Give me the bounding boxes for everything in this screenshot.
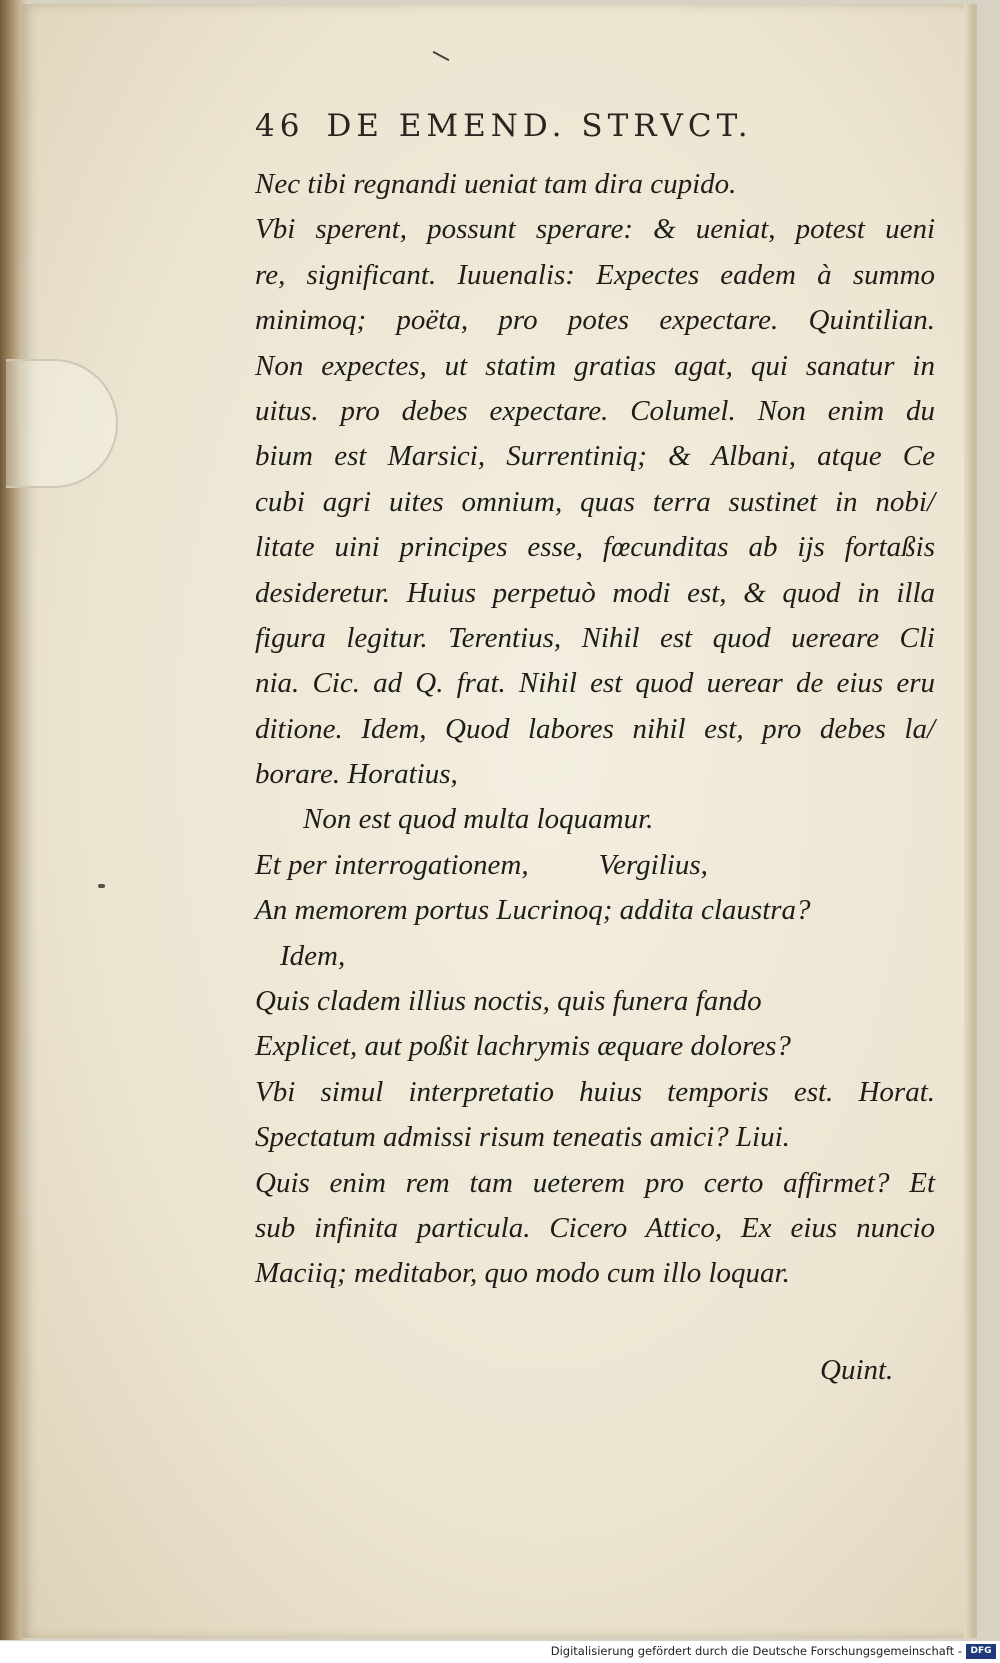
text-line: Nec tibi regnandi ueniat tam dira cupido.: [255, 168, 737, 200]
text-line: borare. Horatius,: [255, 758, 458, 791]
text-line: Vbi sperent, possunt sperare: & ueniat, potest ueni: [255, 213, 935, 246]
dfg-logo-icon: DFG: [966, 1644, 996, 1659]
text-line: desideretur. Huius perpetuò modi est, & quod in illa: [255, 576, 935, 609]
interrogation-line: [255, 843, 935, 888]
text-line: bium est Marsici, Surrentiniq; & Albani, atque Ce: [255, 440, 935, 473]
verse-horace: Non est quod multa loquamur.: [303, 803, 654, 836]
text-line: nia. Cic. ad Q. frat. Nihil est quod uerear de eius eru: [255, 667, 935, 700]
running-head: [255, 108, 865, 144]
text-line: cubi agri uites omnium, quas terra sustinet in nobi/: [255, 485, 935, 518]
text-line: Non expectes, ut statim gratias agat, qui sanatur in: [255, 349, 935, 382]
interrogation-left: Et per interrogationem,: [255, 848, 529, 881]
page-number: 46: [255, 108, 305, 144]
running-title: DE EMEND. STRVCT.: [326, 108, 753, 144]
text-line: litate uini principes esse, fœcunditas ab ijs fortaßis: [255, 531, 935, 564]
main-text-block: [255, 162, 935, 1297]
text-line: re, significant. Iuuenalis: Expectes eadem à summo: [255, 258, 935, 291]
clip-outline-mark: [6, 359, 118, 488]
text-line: ditione. Idem, Quod labores nihil est, pro debes la/: [255, 712, 935, 745]
page-edge: [964, 4, 974, 1638]
text-line: sub infinita particula. Cicero Attico, Ex eius nuncio: [255, 1211, 935, 1244]
text-line: Vbi simul interpretatio huius temporis est. Horat.: [255, 1075, 935, 1108]
verse-line: Quis cladem illius noctis, quis funera fando: [255, 985, 762, 1018]
verse-line: Explicet, aut poßit lachrymis æquare dolores?: [255, 1030, 791, 1063]
text-line: uitus. pro debes expectare. Columel. Non enim du: [255, 394, 935, 427]
digitization-footer: [0, 1641, 1000, 1663]
text-line: minimoq; poëta, pro potes expectare. Quintilian.: [255, 304, 935, 337]
verse-vergil: An memorem portus Lucrinoq; addita claustra?: [255, 894, 811, 927]
funding-credit: Digitalisierung gefördert durch die Deutsche Forschungsgemeinschaft -: [550, 1644, 962, 1658]
text-line: Maciiq; meditabor, quo modo cum illo loquar.: [255, 1257, 790, 1290]
idem-label: Idem,: [280, 939, 346, 972]
text-line: Quis enim rem tam ueterem pro certo affirmet? Et: [255, 1166, 935, 1199]
text-line: figura legitur. Terentius, Nihil est quod uereare Cli: [255, 621, 935, 654]
text-line: Spectatum admissi risum teneatis amici? Liui.: [255, 1121, 790, 1154]
catchword: Quint.: [820, 1354, 894, 1386]
ink-dot-mark: [98, 884, 105, 888]
interrogation-right: Vergilius,: [598, 848, 708, 881]
